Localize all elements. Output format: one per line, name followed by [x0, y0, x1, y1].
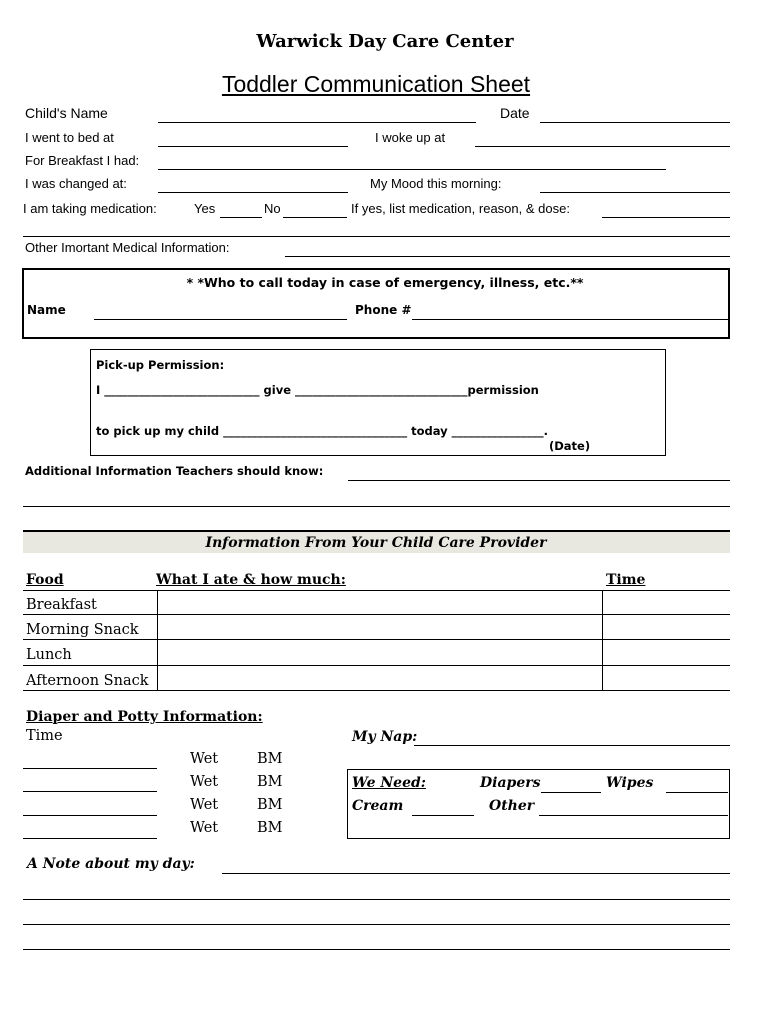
diaper-time-field-1[interactable]: [23, 768, 157, 769]
table-row-line-2: [23, 639, 730, 640]
meal-lunch: Lunch: [26, 647, 72, 663]
additional-info-label: Additional Information Teachers should know:: [25, 464, 324, 478]
cream-label: Cream: [352, 798, 404, 814]
bed-field[interactable]: [158, 146, 348, 147]
table-col-divider-2: [602, 590, 603, 691]
diapers-label: Diapers: [480, 775, 541, 791]
diaper-time-label: Time: [26, 728, 63, 744]
note-field-4[interactable]: [23, 949, 730, 950]
breakfast-field[interactable]: [158, 169, 666, 170]
bm-label-3[interactable]: BM: [257, 797, 283, 813]
medication-label: I am taking medication:: [23, 201, 157, 216]
note-label: A Note about my day:: [27, 856, 195, 872]
breakfast-label: For Breakfast I had:: [25, 153, 140, 168]
pickup-date-label: (Date): [549, 439, 591, 453]
bm-label-2[interactable]: BM: [257, 774, 283, 790]
table-row-line-3: [23, 665, 730, 666]
meal-breakfast: Breakfast: [26, 597, 97, 613]
cream-field[interactable]: [412, 815, 474, 816]
date-label: Date: [500, 105, 530, 121]
pickup-line-1[interactable]: I ___________________________ give ______________________________permission: [96, 383, 539, 397]
wet-label-2[interactable]: Wet: [190, 774, 219, 790]
pickup-line-2[interactable]: to pick up my child ________________________________ today ________________.: [96, 424, 548, 438]
nap-label: My Nap:: [352, 729, 418, 745]
col-food: Food: [26, 572, 64, 588]
meal-afternoon-snack: Afternoon Snack: [26, 673, 149, 689]
diaper-heading: Diaper and Potty Information:: [26, 709, 263, 725]
other-field[interactable]: [539, 815, 728, 816]
col-time: Time: [606, 572, 646, 588]
emergency-heading: * *Who to call today in case of emergency, illness, etc.**: [186, 275, 584, 290]
sheet-title: Toddler Communication Sheet: [221, 71, 531, 97]
col-ate: What I ate & how much:: [156, 572, 346, 588]
provider-banner-text: Information From Your Child Care Provider: [205, 535, 547, 551]
if-yes-field[interactable]: [602, 217, 730, 218]
bm-label-1[interactable]: BM: [257, 751, 283, 767]
mood-field[interactable]: [540, 192, 730, 193]
no-label: No: [264, 201, 281, 216]
emergency-name-field[interactable]: [94, 319, 347, 320]
other-label: Other: [489, 798, 535, 814]
additional-info-line-2[interactable]: [23, 506, 730, 507]
changed-field[interactable]: [158, 192, 348, 193]
medication-line-2[interactable]: [23, 236, 730, 237]
diaper-time-field-3[interactable]: [23, 815, 157, 816]
diapers-field[interactable]: [541, 792, 601, 793]
if-yes-label: If yes, list medication, reason, & dose:: [351, 201, 570, 216]
pickup-heading: Pick-up Permission:: [96, 358, 225, 372]
wet-label-4[interactable]: Wet: [190, 820, 219, 836]
additional-info-field[interactable]: [348, 480, 730, 481]
wet-label-1[interactable]: Wet: [190, 751, 219, 767]
table-row-line-1: [23, 614, 730, 615]
yes-label: Yes: [194, 201, 216, 216]
note-field-1[interactable]: [222, 873, 730, 874]
center-name: Warwick Day Care Center: [256, 31, 514, 52]
table-col-divider-1: [157, 590, 158, 691]
wet-label-3[interactable]: Wet: [190, 797, 219, 813]
other-medical-label: Other Imortant Medical Information:: [25, 240, 230, 255]
table-row-line-4: [23, 690, 730, 691]
diaper-time-field-2[interactable]: [23, 791, 157, 792]
wipes-label: Wipes: [606, 775, 654, 791]
mood-label: My Mood this morning:: [370, 176, 502, 191]
note-field-3[interactable]: [23, 924, 730, 925]
table-header-line: [23, 590, 730, 591]
emergency-phone-label: Phone #: [355, 303, 412, 317]
yes-field[interactable]: [220, 217, 262, 218]
we-need-label: We Need:: [352, 775, 426, 791]
bed-label: I went to bed at: [25, 130, 114, 145]
emergency-phone-field[interactable]: [412, 319, 728, 320]
woke-field[interactable]: [475, 146, 730, 147]
other-medical-field[interactable]: [285, 256, 730, 257]
bm-label-4[interactable]: BM: [257, 820, 283, 836]
diaper-time-field-4[interactable]: [23, 838, 157, 839]
date-field[interactable]: [540, 122, 730, 123]
note-field-2[interactable]: [23, 899, 730, 900]
meal-morning-snack: Morning Snack: [26, 622, 139, 638]
childs-name-label: Child's Name: [25, 105, 108, 121]
woke-label: I woke up at: [375, 130, 446, 145]
no-field[interactable]: [283, 217, 347, 218]
childs-name-field[interactable]: [158, 122, 476, 123]
emergency-name-label: Name: [27, 303, 66, 317]
wipes-field[interactable]: [666, 792, 728, 793]
changed-label: I was changed at:: [25, 176, 127, 191]
nap-field[interactable]: [414, 745, 730, 746]
